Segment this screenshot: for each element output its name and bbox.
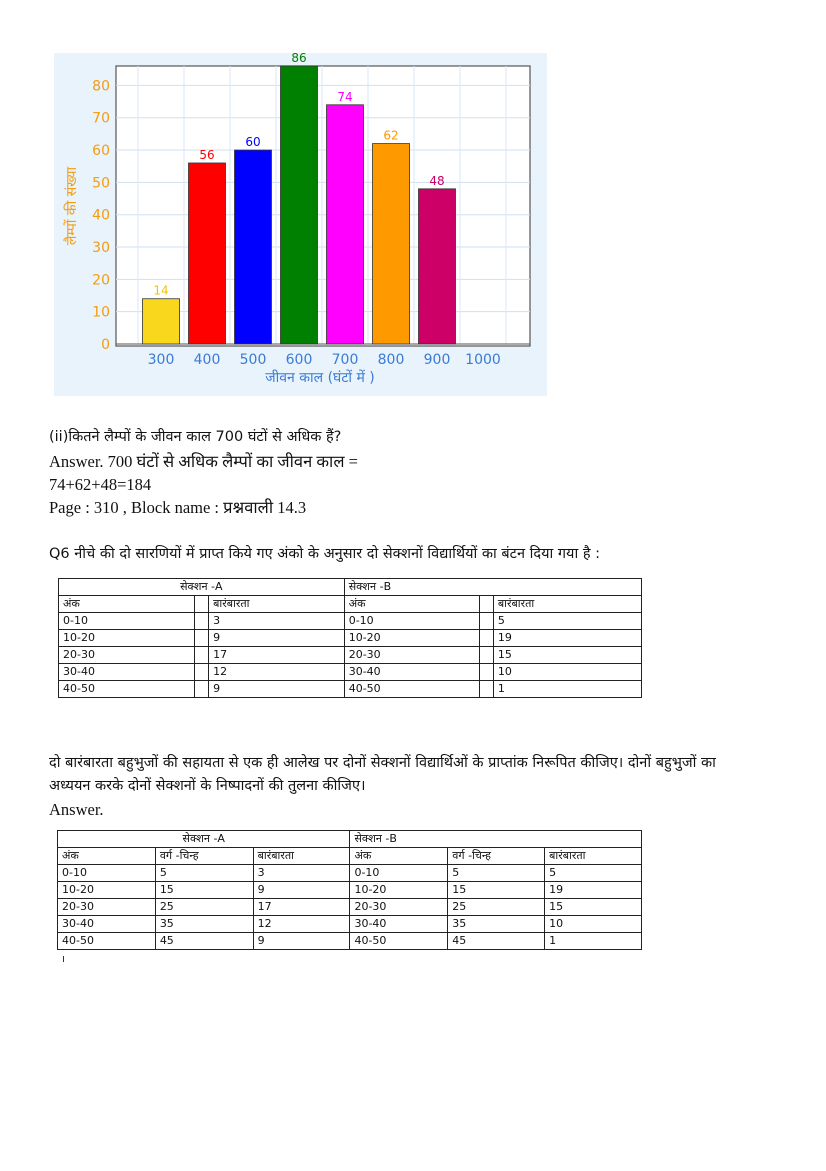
spacer-cell	[480, 664, 494, 681]
class-mark-table	[57, 830, 642, 950]
x-tick-label: 300	[147, 352, 175, 368]
spacer-cell	[480, 596, 494, 613]
cell: 17	[253, 899, 350, 916]
data-label-800: 62	[383, 128, 399, 143]
section-a-text: सेक्शन -A	[182, 832, 225, 845]
cell: 20-30	[350, 899, 448, 916]
header-frequency-b: बारंबारता	[493, 596, 641, 613]
cell: 15	[448, 882, 545, 899]
cell: 5	[545, 865, 642, 882]
data-label-400: 56	[199, 147, 215, 162]
cell: 35	[448, 916, 545, 933]
cell: 12	[253, 916, 350, 933]
calculation-line: 74+62+48=184	[49, 475, 152, 494]
header-marks-a: अंक	[58, 848, 156, 865]
bar-500	[235, 150, 272, 344]
spacer-cell	[195, 596, 209, 613]
table-section-row	[58, 831, 642, 848]
bar-800	[373, 144, 410, 344]
cell: 30-40	[344, 664, 479, 681]
header-marks-b: अंक	[350, 848, 448, 865]
cell: 20-30	[59, 647, 195, 664]
cell: 5	[448, 865, 545, 882]
cell: 19	[493, 630, 641, 647]
x-tick-label: 800	[377, 352, 405, 368]
y-tick-label: 10	[92, 304, 110, 321]
data-label-700: 74	[337, 89, 353, 104]
data-label-500: 60	[245, 135, 261, 150]
cell: 10	[545, 916, 642, 933]
x-tick-label: 500	[239, 352, 267, 368]
header-class-mark-a: वर्ग -चिन्ह	[155, 848, 253, 865]
table-row	[59, 630, 642, 647]
cell: 1	[545, 933, 642, 950]
cell: 3	[209, 613, 345, 630]
answer-text: Answer. 700 घंटों से अधिक लैम्पों का जीवन काल =	[49, 452, 358, 471]
y-tick-label: 60	[92, 143, 110, 160]
cell: 25	[448, 899, 545, 916]
cell: 35	[155, 916, 253, 933]
cell: 40-50	[59, 681, 195, 698]
spacer-cell	[480, 613, 494, 630]
cell: 9	[253, 882, 350, 899]
cell: 10	[493, 664, 641, 681]
cell: 9	[253, 933, 350, 950]
x-tick-label: 900	[423, 352, 451, 368]
cell: 0-10	[344, 613, 479, 630]
instruction-line-2: अध्ययन करके दोनों सेक्शनों के निष्पादनों की तुलना कीजिए।	[49, 778, 366, 794]
cell: 3	[253, 865, 350, 882]
y-tick-label: 0	[101, 337, 110, 353]
bar-600	[281, 66, 318, 344]
question-ii: (ii)कितने लैम्पों के जीवन काल 700 घंटों से अधिक हैं?	[49, 429, 342, 445]
cell: 19	[545, 882, 642, 899]
y-tick-label: 20	[92, 272, 110, 289]
cell: 20-30	[58, 899, 156, 916]
bar-chart	[54, 53, 547, 396]
cell: 5	[493, 613, 641, 630]
cell: 17	[209, 647, 345, 664]
header-frequency-b: बारंबारता	[545, 848, 642, 865]
cell: 15	[493, 647, 641, 664]
cell: 40-50	[350, 933, 448, 950]
data-label-600: 86	[291, 53, 307, 65]
header-frequency-a: बारंबारता	[209, 596, 345, 613]
y-tick-label: 70	[92, 110, 110, 127]
spacer-cell	[195, 613, 209, 630]
table-header-row	[59, 596, 642, 613]
bar-300	[143, 299, 180, 344]
table-row	[58, 882, 642, 899]
section-b-label: सेक्शन -B	[350, 831, 642, 848]
table-row	[59, 613, 642, 630]
spacer-cell	[195, 681, 209, 698]
table-row	[58, 865, 642, 882]
table-row	[58, 933, 642, 950]
header-marks-a: अंक	[59, 596, 195, 613]
cell: 1	[493, 681, 641, 698]
header-class-mark-b: वर्ग -चिन्ह	[448, 848, 545, 865]
bar-400	[189, 163, 226, 344]
cell: 9	[209, 681, 345, 698]
cell: 20-30	[344, 647, 479, 664]
cell: 25	[155, 899, 253, 916]
frequency-table	[58, 578, 642, 698]
header-frequency-a: बारंबारता	[253, 848, 350, 865]
spacer-cell	[195, 630, 209, 647]
cell: 0-10	[59, 613, 195, 630]
table-row	[59, 681, 642, 698]
spacer-cell	[480, 647, 494, 664]
cell: 0-10	[350, 865, 448, 882]
bar-chart-svg	[54, 53, 547, 396]
table-header-row	[58, 848, 642, 865]
cursor-mark	[63, 956, 64, 962]
question-6: Q6 नीचे की दो सारणियों में प्राप्त किये गए अंको के अनुसार दो सेक्शनों विद्यार्थियों का बंटन दिया गया है :	[49, 546, 601, 562]
section-a-text: सेक्शन -A	[180, 580, 223, 593]
cell: 0-10	[58, 865, 156, 882]
spacer-cell	[195, 647, 209, 664]
cell: 15	[155, 882, 253, 899]
data-label-300: 14	[153, 283, 169, 298]
data-label-900: 48	[429, 173, 445, 188]
page-block-info: Page : 310 , Block name : प्रश्नवाली 14.3	[49, 498, 307, 517]
table-section-row	[59, 579, 642, 596]
cell: 30-40	[58, 916, 156, 933]
cell: 10-20	[350, 882, 448, 899]
x-tick-label: 600	[285, 352, 313, 368]
cell: 5	[155, 865, 253, 882]
cell: 45	[448, 933, 545, 950]
y-tick-label: 40	[92, 207, 110, 224]
section-a-label	[58, 831, 350, 848]
y-tick-label: 30	[92, 240, 110, 257]
spacer-cell	[480, 681, 494, 698]
cell: 12	[209, 664, 345, 681]
x-tick-label: 700	[331, 352, 359, 368]
bar-700	[327, 105, 364, 344]
cell: 40-50	[58, 933, 156, 950]
header-marks-b: अंक	[344, 596, 479, 613]
section-b-label: सेक्शन -B	[344, 579, 641, 596]
bar-900	[419, 189, 456, 344]
cell: 10-20	[58, 882, 156, 899]
table-row	[59, 647, 642, 664]
cell: 45	[155, 933, 253, 950]
spacer-cell	[195, 664, 209, 681]
y-tick-label: 80	[92, 78, 110, 95]
x-axis-label: जीवन काल (घंटों में )	[265, 370, 375, 386]
y-tick-label: 50	[92, 175, 110, 192]
table-row	[59, 664, 642, 681]
section-a-label	[59, 579, 345, 596]
cell: 15	[545, 899, 642, 916]
cell: 30-40	[350, 916, 448, 933]
spacer-cell	[480, 630, 494, 647]
cell: 10-20	[59, 630, 195, 647]
answer-line	[49, 450, 358, 473]
cell: 40-50	[344, 681, 479, 698]
answer-2: Answer.	[49, 800, 104, 819]
y-axis-label: लैम्पों की संख्या	[64, 166, 80, 246]
x-tick-label: 1000	[465, 352, 501, 368]
cell: 10-20	[344, 630, 479, 647]
table-row	[58, 916, 642, 933]
x-tick-label: 400	[193, 352, 221, 368]
table-row	[58, 899, 642, 916]
instruction-line-1: दो बारंबारता बहुभुजों की सहायता से एक ही आलेख पर दोनों सेक्शनों विद्यार्थिओं के प्राप्तांक निरूपित कीजिए। दोनों बहुभुजों का	[49, 755, 716, 771]
cell: 9	[209, 630, 345, 647]
cell: 30-40	[59, 664, 195, 681]
